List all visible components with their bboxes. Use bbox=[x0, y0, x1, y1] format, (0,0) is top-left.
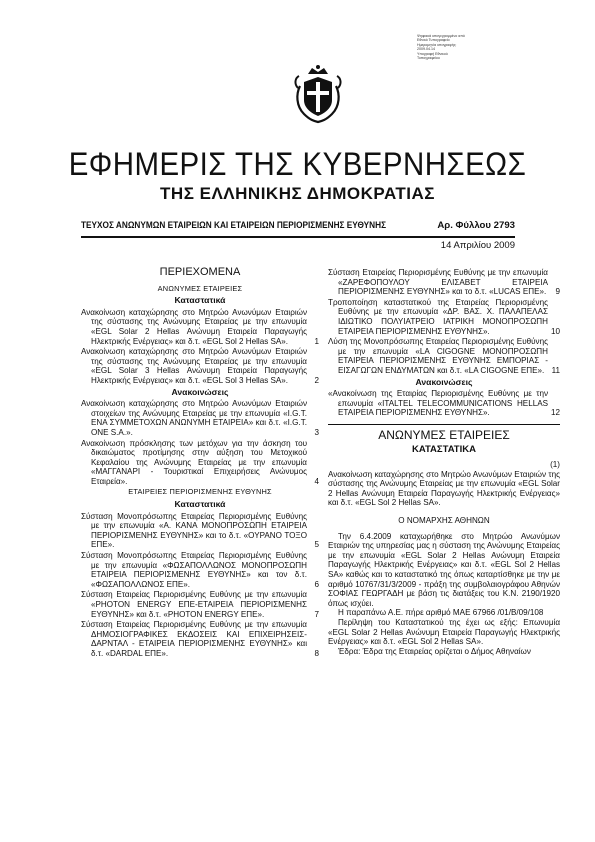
stamp-line: Τυπογραφείου bbox=[417, 56, 440, 61]
item-title: Ανακοίνωση καταχώρησης στο Μητρώο Ανωνύμων Εταιριών της σύστασης της Ανώνυμης Εταιρείας με την επωνυμία «EGL Solar 2 Hellas Ανώνυμη Εταιρεία Παραγωγής Ηλεκτρικής Ενέργειας» και δ.τ. «EGL Sol 2 Hellas SA». bbox=[328, 469, 560, 508]
entry-text: «Ανακοίνωση της Εταιρίας Περιορισμένης Ευθύνης με την επωνυμία «ITALTEL TELECOMMUNICATIONS HELLAS ΕΤΑΙΡΕΙΑ ΠΕΡΙΟΡΙΣΜΕΝΗΣ ΕΥΘΥΝΗΣ». bbox=[328, 389, 548, 418]
entry-text: Τροποποίηση καταστατικού της Εταιρείας Περιορισμένης Ευθύνης με την επωνυμία «ΔΡ. ΒΑΣ. Χ. ΠΑΛΑΠΕΛΑΣ ΙΔΙΩΤΙΚΟ ΠΟΛΥΙΑΤΡΕΙΟ ΙΑΤΡΙΚΗ ΜΟΝΟΠΡΟΣΩΠΗ ΕΤΑΙΡΕΙΑ ΠΕΡΙΟΡΙΣΜΕΝΗΣ ΕΥΘΥΝΗΣ». bbox=[328, 297, 548, 336]
header-divider bbox=[81, 236, 515, 238]
entry-text: Ανακοίνωση πρόσκλησης των μετόχων για την άσκηση του δικαιώματος προτίμησης στην αύξηση του Μετοχικού Κεφαλαίου της Ανώνυμης Εταιρείας με την επωνυμία «ΜΑΓΓΑΝΑΡΙ - Τουριστικαί Επιχειρήσεις Ανώνυμος Εταιρεία». bbox=[81, 438, 307, 486]
entry-text: Ανακοίνωση καταχώρησης στο Μητρώο Ανωνύμων Εταιριών της σύστασης της Ανώνυμης Εταιρείας με την επωνυμία «EGL Solar 2 Hellas Ανώνυμη Εταιρεία Παραγωγής Ηλεκτρικής Ενέργειας» και δ.τ. «EGL Sol 2 Hellas SA». bbox=[81, 307, 307, 346]
entry-page: 2 bbox=[314, 375, 319, 385]
stamp-line: Εθνικό Τυπογραφείο bbox=[417, 38, 450, 43]
entry-text: Σύσταση Εταιρείας Περιορισμένης Ευθύνης με την επωνυμία «PHOTON ENERGY ΕΠΕ-ΕΤΑΙΡΕΙΑ ΠΕΡΙΟΡΙΣΜΕΝΗΣ ΕΥΘΥΝΗΣ» και δ.τ. «PHOTON ENERGY ΕΠΕ». bbox=[81, 590, 307, 619]
gazette-subtitle: ΤΗΣ ΕΛΛΗΝΙΚΗΣ ΔΗΜΟΚΡΑΤΙΑΣ bbox=[160, 184, 435, 203]
contents-divider bbox=[328, 424, 560, 425]
issue-type: ΤΕΥΧΟΣ ΑΝΩΝΥΜΩΝ ΕΤΑΙΡΕΙΩΝ ΚΑΙ ΕΤΑΙΡΕΙΩΝ ΠΕΡΙΟΡΙΣΜΕΝΗΣ ΕΥΘΥΝΗΣ bbox=[81, 220, 387, 231]
contents-entry bbox=[81, 590, 319, 619]
contents-entry bbox=[81, 347, 319, 385]
sa-heading: ΑΝΩΝΥΜΕΣ ΕΤΑΙΡΕΙΕΣ bbox=[157, 283, 243, 293]
stamp-line: Υπογραφή Εθνικού bbox=[417, 51, 448, 56]
entry-text: Σύσταση Μονοπρόσωπης Εταιρείας Περιορισμένης Ευθύνης με την επωνυμία «Α. ΚΑΝΑ ΜΟΝΟΠΡΟΣΩΠΗ ΕΤΑΙΡΕΙΑ ΠΕΡΙΟΡΙΣΜΕΝΗΣ ΕΥΘΥΝΗΣ» και το δ.τ. «ΟΥΡΑΝΟ ΤΟΞΟ ΕΠΕ». bbox=[81, 511, 307, 550]
issue-row bbox=[81, 220, 515, 234]
contents-entry bbox=[81, 512, 319, 550]
contents-entry bbox=[328, 337, 560, 375]
entry-page: 12 bbox=[550, 408, 560, 418]
entry-text: Σύσταση Εταιρείας Περιορισμένης Ευθύνης με την επωνυμία «ΖΑΡΕΦΟΠΟΥΛΟΥ ΕΛΙΣΑΒΕΤ ΕΤΑΙΡΕΙΑ ΠΕΡΙΟΡΙΣΜΕΝΗΣ ΕΥΘΥΝΗΣ» και το δ.τ. «LUCAS ΕΠΕ». bbox=[328, 268, 548, 297]
authority-line: Ο ΝΟΜΑΡΧΗΣ ΑΘΗΝΩΝ bbox=[398, 516, 490, 526]
entry-page: 9 bbox=[555, 287, 560, 297]
entry-text: Λύση της Μονοπρόσωπης Εταιρείας Περιορισμένης Ευθύνης με την επωνυμία «LA CIGOGNE ΜΟΝΟΠΡΟΣΩΠΗ ΕΤΑΙΡΕΙΑ ΠΕΡΙΟΡΙΣΜΕΝΗΣ ΕΥΘΥΝΗΣ ΕΜΠΟΡΙΑΣ - ΕΙΣΑΓΩΓΩΝ ΕΝΔΥΜΑΤΩΝ και δ.τ. «LA CIGOGNE ΕΠΕ». bbox=[328, 337, 548, 375]
stamp-line: 2009.04.14 bbox=[417, 47, 435, 52]
entry-page: 8 bbox=[314, 648, 319, 658]
entry-page: 6 bbox=[314, 579, 319, 589]
contents-entry bbox=[328, 268, 560, 297]
announcements-heading: Ανακοινώσεις bbox=[171, 386, 229, 397]
entry-text: Σύσταση Εταιρείας Περιορισμένης Ευθύνης με την επωνυμία ΔΗΜΟΣΙΟΓΡΑΦΙΚΕΣ ΕΚΔΟΣΕΙΣ ΚΑΙ ΕΠΙΧΕΙΡΗΣΕΙΣ- ΔΑΡΝΤΑΛ - ΕΤΑΙΡΕΙΑ ΠΕΡΙΟΡΙΣΜΕΝΗΣ ΕΥΘΥΝΗΣ» και δ.τ. «DARDAL ΕΠΕ». bbox=[81, 620, 307, 658]
body-paragraph: Έδρα: Έδρα της Εταιρείας ορίζεται ο Δήμος Αθηναίων bbox=[338, 646, 531, 656]
contents-entry bbox=[81, 439, 319, 487]
body-paragraph: Η παραπάνω Α.Ε. πήρε αριθμό ΜΑΕ 67966 /01/Β/09/108 bbox=[338, 608, 544, 618]
entry-page: 1 bbox=[314, 336, 319, 346]
entry-text: Σύσταση Μονοπρόσωπης Εταιρείας Περιορισμένης Ευθύνης με την επωνυμία «ΦΩΣΑΠΟΛΛΩΝΟΣ ΜΟΝΟΠΡΟΣΩΠΗ ΕΤΑΙΡΕΙΑ ΠΕΡΙΟΡΙΣΜΕΝΗΣ ΕΥΘΥΝΗΣ» και τον δ.τ. «ΦΩΣΑΠΟΛΛΩΝΟΣ ΕΠΕ». bbox=[81, 551, 307, 589]
ltd-announcements-heading: Ανακοινώσεις bbox=[415, 376, 473, 387]
body-paragraph: Περίληψη του Καταστατικού της έχει ως εξής: Επωνυμία «EGL Solar 2 Hellas Ανώνυμη Εταιρεία Παραγωγής Ηλεκτρικής Ενέργειας» και δ.τ. «EGL Sol 2 Hellas SA». bbox=[328, 618, 560, 647]
issue-date: 14 Απριλίου 2009 bbox=[440, 240, 515, 251]
entry-page: 7 bbox=[314, 609, 319, 619]
entry-text: Ανακοίνωση καταχώρησης στο Μητρώο Ανωνύμων Εταιριών της σύστασης της Ανώνυμης Εταιρείας με την επωνυμία «EGL Solar 3 Hellas Ανώνυμη Εταιρεία Παραγωγής Ηλεκτρικής Ενέργειας» και δ.τ. «EGL Sol 3 Hellas SA». bbox=[81, 347, 307, 385]
contents-column bbox=[81, 268, 319, 660]
issue-number: Αρ. Φύλλου 2793 bbox=[437, 220, 515, 231]
contents-entry bbox=[328, 298, 560, 336]
contents-entry bbox=[81, 308, 319, 346]
contents-entry bbox=[81, 620, 319, 658]
body-paragraph: Την 6.4.2009 καταχωρήθηκε στο Μητρώο Ανωνύμων Εταιριών της υπηρεσίας μας η σύσταση της Ανώνυμης Εταιρείας με την επωνυμία «EGL Solar 2 Hellas Ανώνυμη Εταιρεία Παραγωγής Ηλεκτρικής Ενέργειας» και δ.τ. «EGL Sol 2 Hellas SA» καθώς και το καταστατικό της όπως καταρτίσθηκε με την με αριθμό 10767/31/3/2009 - πράξη της συμβολαιογράφου Αθηνών ΣΟΦΙΑΣ ΓΕΩΡΓΑΔΗ με βάση τις διατάξεις του Κ.Ν. 2190/1920 όπως ισχύει. bbox=[328, 531, 560, 608]
body-subsection-title: ΚΑΤΑΣΤΑΤΙΚΑ bbox=[412, 443, 476, 455]
ltd-statutes-heading: Καταστατικά bbox=[174, 499, 226, 510]
body-section-title: ΑΝΩΝΥΜΕΣ ΕΤΑΙΡΕΙΕΣ bbox=[378, 427, 510, 442]
entry-page: 3 bbox=[314, 427, 319, 437]
entry-text: Ανακοίνωση καταχώρησης στο Μητρώο Ανωνύμων Εταιριών στοιχείων της Ανώνυμης Εταιρείας με την επωνυμία «I.G.T. ΕΝΑ ΣΥΜΜΕΤΟΧΩΝ ΑΝΩΝΥΜΗ ΕΤΑΙΡΕΙΑ» και δ.τ. «I.G.T. ONE S.A.». bbox=[81, 399, 307, 437]
contents-entry bbox=[81, 399, 319, 437]
body-column bbox=[328, 268, 560, 656]
contents-entry bbox=[328, 389, 560, 418]
contents-title: ΠΕΡΙΕΧΟΜΕΝΑ bbox=[159, 266, 241, 278]
digital-signature-stamp bbox=[417, 34, 487, 60]
contents-entry bbox=[81, 551, 319, 589]
stamp-line: Ημερομηνία υπογραφής: bbox=[417, 42, 457, 47]
entry-page: 4 bbox=[314, 476, 319, 486]
stamp-line: Ψηφιακά υπογεγραμμένο από bbox=[417, 34, 465, 38]
entry-page: 5 bbox=[314, 540, 319, 550]
gazette-title: ΕΦΗΜΕΡΙΣ ΤΗΣ ΚΥΒΕΡΝΗΣΕΩΣ bbox=[68, 146, 527, 182]
item-number: (1) bbox=[550, 460, 560, 470]
ltd-heading: ΕΤΑΙΡΕΙΕΣ ΠΕΡΙΟΡΙΣΜΕΝΗΣ ΕΥΘΥΝΗΣ bbox=[128, 487, 272, 497]
entry-page: 11 bbox=[551, 365, 560, 375]
entry-page: 10 bbox=[550, 326, 560, 336]
statutes-heading: Καταστατικά bbox=[174, 295, 226, 306]
greek-coat-of-arms-icon bbox=[290, 64, 346, 124]
